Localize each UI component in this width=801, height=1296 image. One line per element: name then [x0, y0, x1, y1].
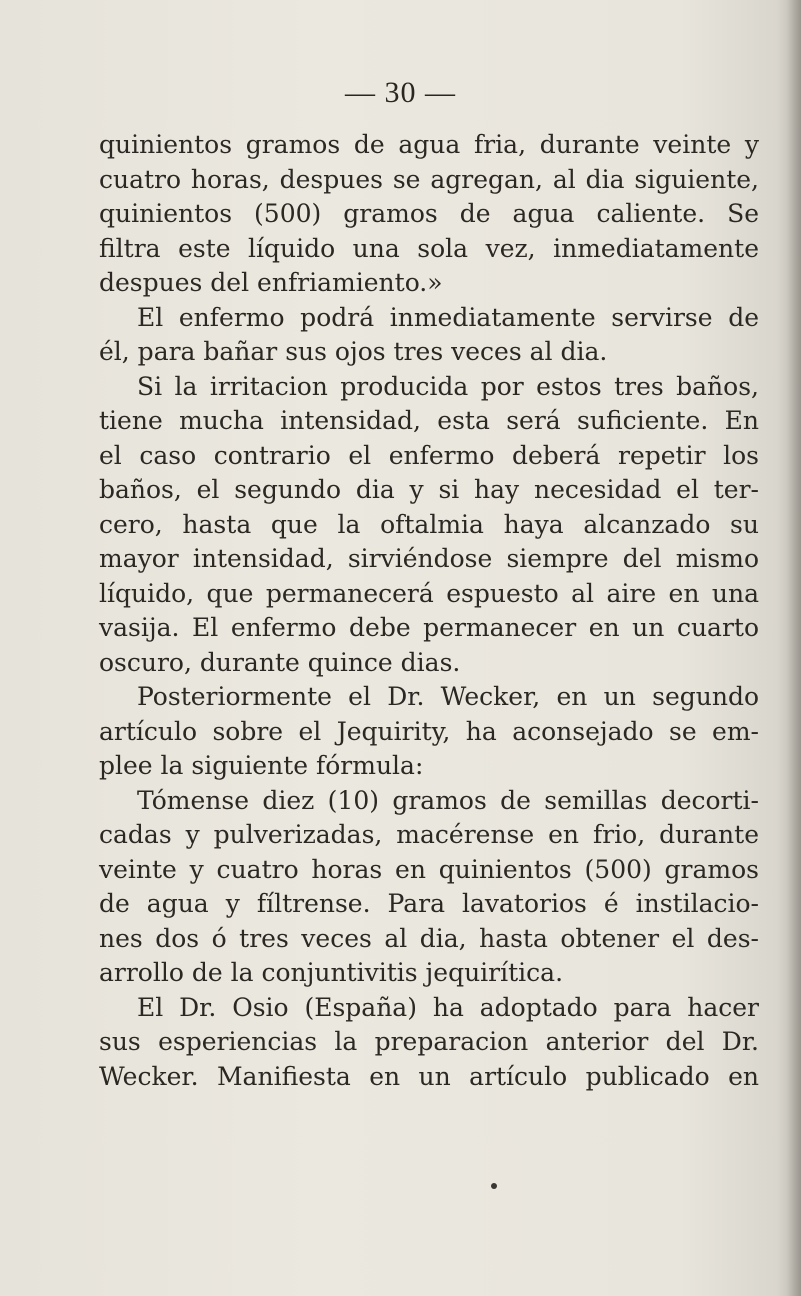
text-line: veinte y cuatro horas en quinientos (500) gramos	[99, 854, 759, 884]
text-line: vasija. El enfermo debe permanecer en un cuarto	[99, 613, 759, 642]
text-line: Si la irritacion producida por estos tres baños,	[137, 371, 759, 401]
text-line: El Dr. Osio (España) ha adoptado para hacer	[137, 992, 759, 1022]
text-line: cuatro horas, despues se agregan, al dia siguiente,	[99, 164, 759, 194]
page-edge-shadow	[787, 0, 801, 1296]
text-line: él, para bañar sus ojos tres veces al dia.	[99, 337, 608, 366]
body-text	[99, 128, 759, 1094]
text-line: filtra este líquido una sola vez, inmediatamente	[99, 233, 759, 263]
text-line: Tómense diez (10) gramos de semillas decorti-	[137, 785, 759, 815]
text-line: de agua y fíltrense. Para lavatorios é instilacio-	[99, 889, 759, 918]
text-line: Wecker. Manifiesta en un artículo publicado en	[99, 1061, 759, 1091]
text-line: líquido, que permanecerá espuesto al aire en una	[99, 578, 759, 608]
text-line: el caso contrario el enfermo deberá repetir los	[99, 440, 759, 470]
text-line: sus esperiencias la preparacion anterior del Dr.	[99, 1027, 759, 1056]
text-line: artículo sobre el Jequirity, ha aconsejado se em-	[99, 716, 759, 746]
text-line: El enfermo podrá inmediatamente servirse de	[137, 302, 759, 332]
text-line: quinientos gramos de agua fria, durante veinte y	[99, 130, 759, 159]
text-line: cadas y pulverizadas, macérense en frio, durante	[99, 820, 759, 849]
text-line: oscuro, durante quince dias.	[99, 647, 461, 677]
ink-speck	[491, 1183, 497, 1189]
text-line: nes dos ó tres veces al dia, hasta obtener el des-	[99, 923, 759, 953]
text-line: tiene mucha intensidad, esta será suficiente. En	[99, 406, 759, 435]
text-line: despues del enfriamiento.»	[99, 268, 443, 297]
text-line: Posteriormente el Dr. Wecker, en un segundo	[137, 682, 759, 711]
text-line: mayor intensidad, sirviéndose siempre del mismo	[99, 544, 759, 573]
text-line: quinientos (500) gramos de agua caliente. Se	[99, 199, 759, 228]
text-line: baños, el segundo dia y si hay necesidad el ter-	[99, 475, 759, 504]
text-line: arrollo de la conjuntivitis jequirítica.	[99, 958, 564, 987]
page-number: — 30 —	[345, 76, 456, 109]
text-line: cero, hasta que la oftalmia haya alcanzado su	[99, 509, 759, 539]
text-line: plee la siguiente fórmula:	[99, 751, 424, 780]
